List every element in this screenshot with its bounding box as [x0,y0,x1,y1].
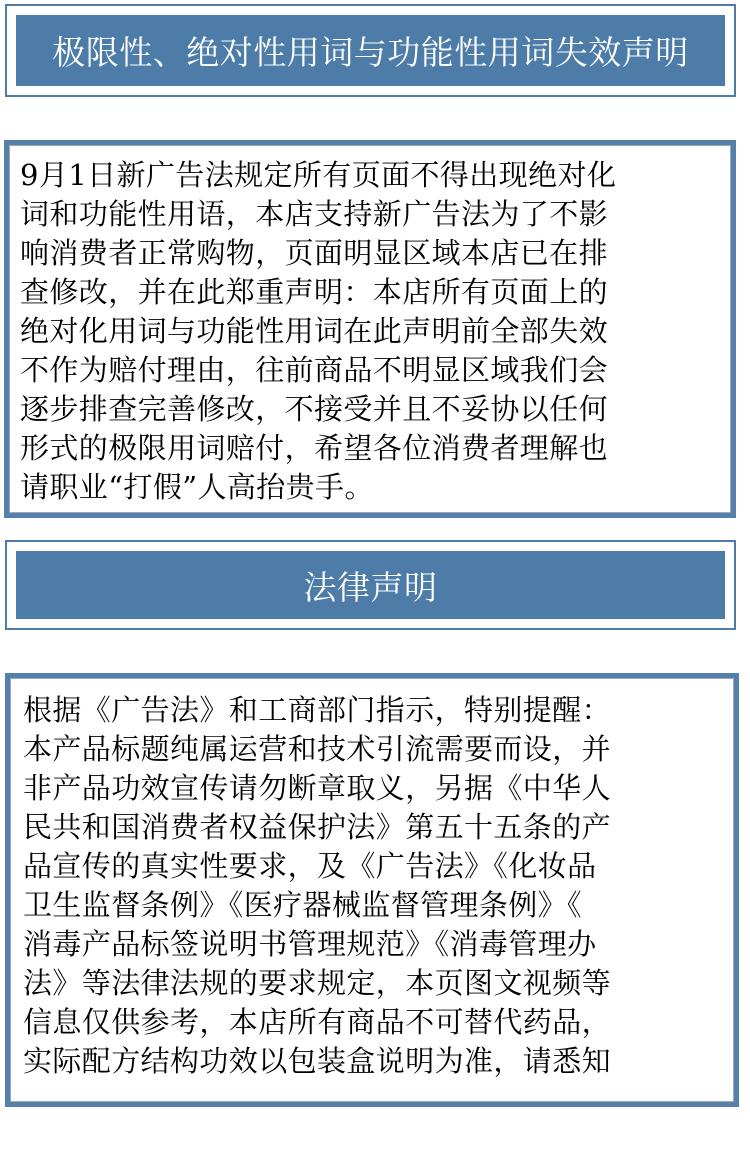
legal-line: 品宣传的真实性要求，及《广告法》《化妆品 [23,849,597,883]
disclaimer-line: 形式的极限用词赔付，希望各位消费者理解也 [20,431,609,465]
disclaimer-line: 词和功能性用语，本店支持新广告法为了不影 [20,197,609,231]
disclaimer-line: 绝对化用词与功能性用词在此声明前全部失效 [20,314,609,348]
disclaimer-line: 9月1日新广告法规定所有页面不得出现绝对化 [20,158,617,192]
disclaimer-line: 响消费者正常购物，页面明显区域本店已在排 [20,236,609,270]
legal-title-frame [5,540,736,630]
legal-text-box [10,678,734,1102]
legal-line: 消毒产品标签说明书管理规范》《消毒管理办 [23,927,597,961]
legal-line: 本产品标题纯属运营和技术引流需要而设，并 [23,732,612,766]
disclaimer-line: 请职业“打假”人高抬贵手。 [20,470,374,504]
legal-line: 法》等法律法规的要求规定，本页图文视频等 [23,966,612,1000]
legal-line: 非产品功效宣传请勿断章取义，另据《中华人 [23,771,612,805]
legal-line: 卫生监督条例》《医疗器械监督管理条例》《 [23,888,583,922]
legal-line: 民共和国消费者权益保护法》第五十五条的产 [23,810,612,844]
disclaimer-line: 查修改，并在此郑重声明：本店所有页面上的 [20,275,609,309]
legal-line: 根据《广告法》和工商部门指示，特别提醒： [23,693,612,727]
disclaimer-line: 逐步排查完善修改，不接受并且不妥协以任何 [20,392,609,426]
disclaimer-text-box [9,145,731,513]
disclaimer-title: 极限性、绝对性用词与功能性用词失效声明 [16,15,725,86]
legal-title: 法律声明 [16,551,725,619]
disclaimer-line: 不作为赔付理由，往前商品不明显区域我们会 [20,353,609,387]
disclaimer-title-frame [5,4,736,97]
legal-line: 信息仅供参考，本店所有商品不可替代药品， [23,1005,612,1039]
legal-line: 实际配方结构功效以包装盒说明为准，请悉知 [23,1044,612,1078]
